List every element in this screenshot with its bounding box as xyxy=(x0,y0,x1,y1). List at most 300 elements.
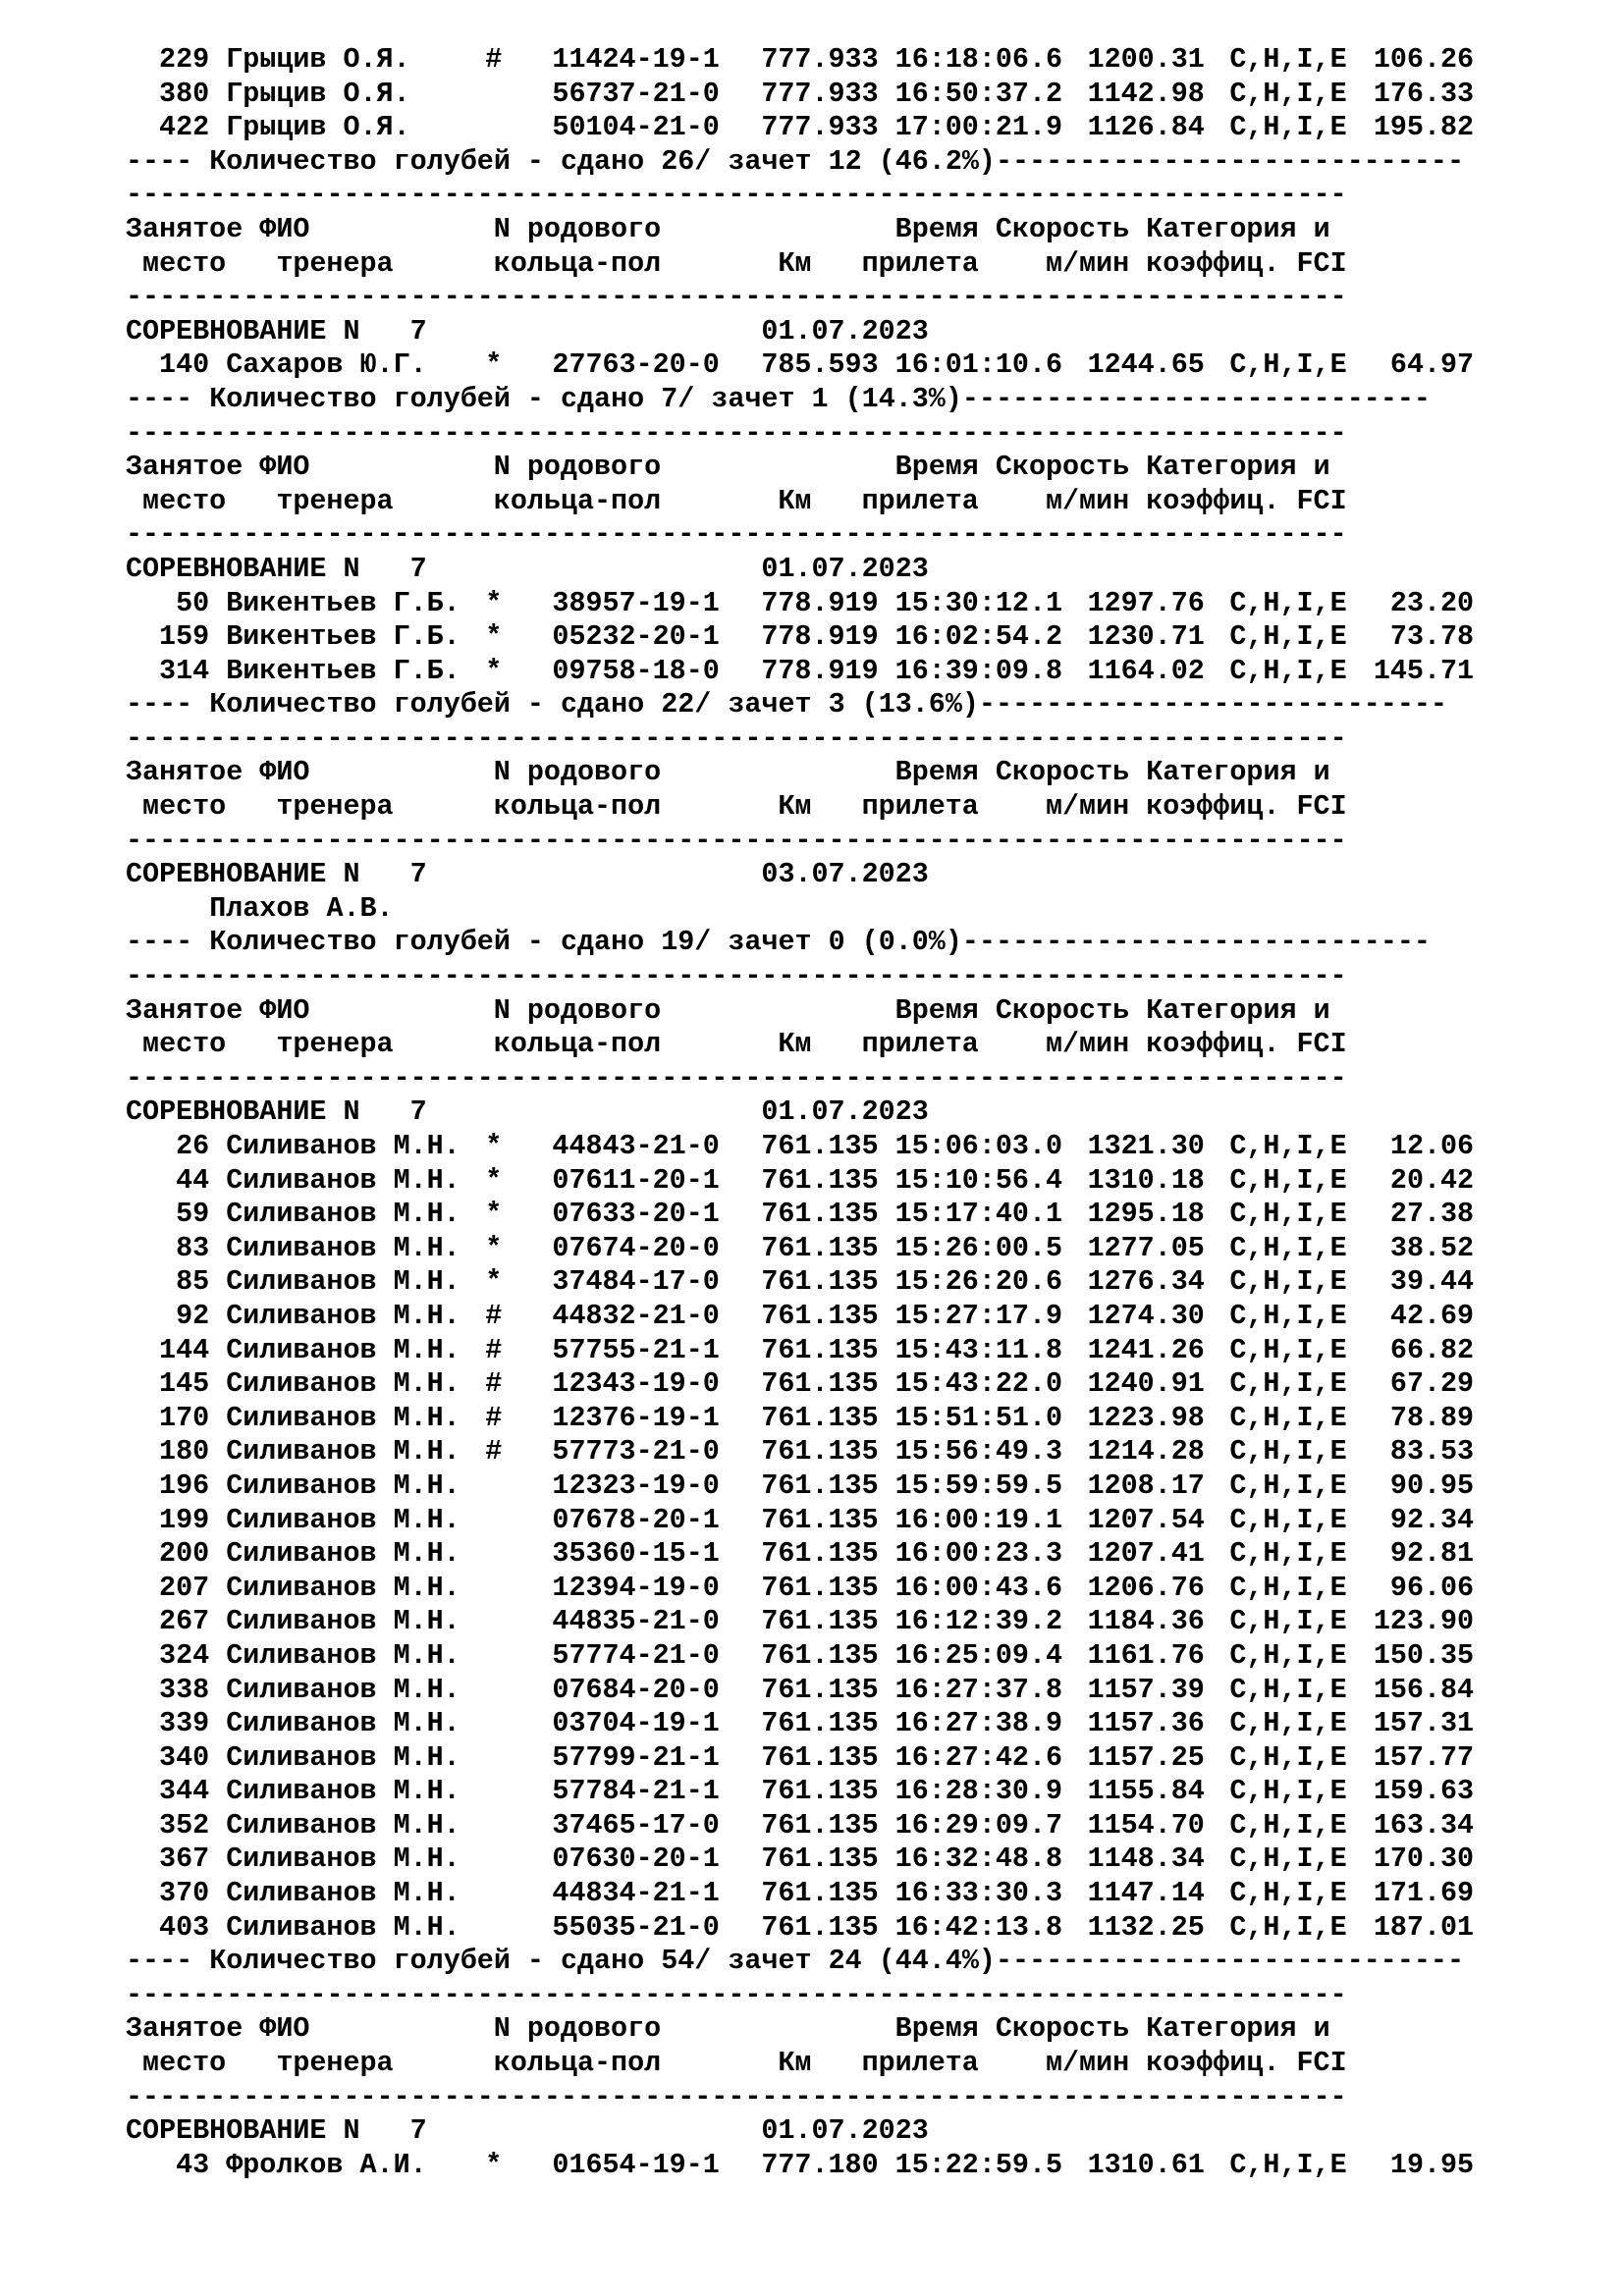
speed-value: 1126.84 xyxy=(1087,111,1205,144)
fci-coefficient: 92.81 xyxy=(1389,1537,1475,1571)
summary-text: Количество голубей - сдано 26/ зачет 12 (46.2%) xyxy=(209,144,996,178)
distance-km: 761.135 xyxy=(761,1198,879,1231)
category-mark: * xyxy=(485,1130,503,1162)
speed-value: 1277.05 xyxy=(1087,1231,1205,1264)
category-list: C,H,I,E xyxy=(1229,43,1347,76)
ring-number: 44835-21-0 xyxy=(552,1605,720,1638)
rule-dashes: ------------------------------------------------------------------------- xyxy=(126,824,1347,857)
rule-line xyxy=(126,1062,1598,1096)
trainer-name: Фролков А.И. xyxy=(226,2148,427,2181)
competition-title: СОРЕВНОВАНИЕ N 7 xyxy=(126,2114,427,2148)
rule-line xyxy=(126,825,1598,859)
results-document xyxy=(126,43,1598,2182)
category-list: C,H,I,E xyxy=(1229,1808,1347,1842)
header-place: Занятое xyxy=(126,212,244,245)
header-ring-sub: кольца-пол xyxy=(493,1028,662,1061)
header-ring-sub: кольца-пол xyxy=(493,484,662,517)
speed-value: 1184.36 xyxy=(1087,1605,1205,1638)
header-fio-sub: тренера xyxy=(276,246,394,280)
fci-coefficient: 73.78 xyxy=(1389,620,1475,654)
header-speed-sub: м/мин xyxy=(1045,246,1130,280)
category-mark: # xyxy=(485,1401,503,1434)
arrival-time: 15:17:40.1 xyxy=(894,1198,1063,1231)
arrival-time: 16:01:10.6 xyxy=(894,348,1063,382)
result-row xyxy=(126,1674,1598,1708)
header-fio-sub: тренера xyxy=(276,790,394,824)
table-header-row-2 xyxy=(126,2047,1598,2081)
ring-number: 35360-15-1 xyxy=(552,1537,720,1571)
result-row xyxy=(126,587,1598,621)
arrival-time: 15:26:00.5 xyxy=(894,1231,1063,1264)
speed-value: 1157.36 xyxy=(1087,1707,1205,1740)
header-place: Занятое xyxy=(126,756,244,789)
result-row xyxy=(126,1572,1598,1606)
header-category: Категория и xyxy=(1146,756,1330,789)
arrival-time: 15:27:17.9 xyxy=(894,1299,1063,1332)
fci-coefficient: 23.20 xyxy=(1389,586,1475,619)
place-cell: 367 xyxy=(159,1842,210,1876)
fci-coefficient: 20.42 xyxy=(1389,1163,1475,1197)
trainer-name: Силиванов М.Н. xyxy=(226,1740,460,1774)
header-place: Занятое xyxy=(126,993,244,1027)
result-row xyxy=(126,2149,1598,2183)
place-cell: 338 xyxy=(159,1673,210,1706)
header-speed-sub: м/мин xyxy=(1045,484,1130,517)
result-row xyxy=(126,111,1598,145)
ring-number: 07678-20-1 xyxy=(552,1503,720,1536)
place-cell: 92 xyxy=(176,1299,210,1332)
competition-title: СОРЕВНОВАНИЕ N 7 xyxy=(126,552,427,585)
arrival-time: 16:00:23.3 xyxy=(894,1537,1063,1571)
summary-prefix: ---- xyxy=(126,688,193,721)
table-header-row-1 xyxy=(126,451,1598,485)
trainer-name: Силиванов М.Н. xyxy=(226,1435,460,1468)
result-row xyxy=(126,620,1598,655)
header-time-sub: прилета xyxy=(861,1028,979,1061)
category-list: C,H,I,E xyxy=(1229,1435,1347,1468)
arrival-time: 16:39:09.8 xyxy=(894,654,1063,687)
ring-number: 37465-17-0 xyxy=(552,1808,720,1842)
header-fio: ФИО xyxy=(259,212,310,245)
speed-value: 1214.28 xyxy=(1087,1435,1205,1468)
distance-km: 761.135 xyxy=(761,1842,879,1876)
result-row xyxy=(126,1605,1598,1639)
summary-line xyxy=(126,1945,1598,1979)
result-row xyxy=(126,1130,1598,1164)
place-cell: 370 xyxy=(159,1877,210,1910)
trainer-name-only: Плахов А.В. xyxy=(209,891,394,925)
ring-number: 12376-19-1 xyxy=(552,1401,720,1434)
category-mark: * xyxy=(485,620,503,654)
distance-km: 761.135 xyxy=(761,1435,879,1468)
distance-km: 761.135 xyxy=(761,1231,879,1264)
trainer-name: Силиванов М.Н. xyxy=(226,1673,460,1706)
competition-date: 01.07.2023 xyxy=(761,314,929,347)
competition-date: 01.07.2023 xyxy=(761,552,929,585)
ring-number: 05232-20-1 xyxy=(552,620,720,654)
trainer-name: Силиванов М.Н. xyxy=(226,1401,460,1434)
arrival-time: 16:12:39.2 xyxy=(894,1605,1063,1638)
fci-coefficient: 171.69 xyxy=(1373,1877,1475,1910)
ring-number: 07611-20-1 xyxy=(552,1163,720,1197)
summary-line xyxy=(126,145,1598,180)
ring-number: 55035-21-0 xyxy=(552,1910,720,1944)
fci-coefficient: 157.77 xyxy=(1373,1740,1475,1774)
trainer-line-indent xyxy=(126,892,209,927)
ring-number: 57784-21-1 xyxy=(552,1775,720,1808)
summary-prefix: ---- xyxy=(126,926,193,959)
result-row xyxy=(126,1537,1598,1572)
place-cell: 144 xyxy=(159,1333,210,1366)
result-row xyxy=(126,1911,1598,1946)
category-list: C,H,I,E xyxy=(1229,1877,1347,1910)
table-header-row-1 xyxy=(126,2012,1598,2047)
header-time: Время xyxy=(894,756,979,789)
category-mark: * xyxy=(485,2148,503,2181)
trainer-name: Силиванов М.Н. xyxy=(226,1367,460,1401)
header-speed-sub: м/мин xyxy=(1045,1028,1130,1061)
header-category-sub xyxy=(1129,2047,1414,2081)
trainer-name: Силиванов М.Н. xyxy=(226,1707,460,1740)
header-time-sub: прилета xyxy=(861,2047,979,2080)
speed-value: 1161.76 xyxy=(1087,1638,1205,1672)
rule-line xyxy=(126,2081,1598,2115)
category-list: C,H,I,E xyxy=(1229,1198,1347,1231)
result-row xyxy=(126,1367,1598,1402)
category-list: C,H,I,E xyxy=(1229,1401,1347,1434)
fci-coefficient: 66.82 xyxy=(1389,1333,1475,1366)
place-cell: 140 xyxy=(159,348,210,382)
result-row xyxy=(126,1198,1598,1232)
category-list: C,H,I,E xyxy=(1229,586,1347,619)
place-cell: 207 xyxy=(159,1571,210,1604)
summary-fill: ---------------------------- xyxy=(978,688,1447,721)
trainer-name: Грыцив О.Я. xyxy=(226,43,410,76)
ring-number: 57755-21-1 xyxy=(552,1333,720,1366)
category-list: C,H,I,E xyxy=(1229,1265,1347,1299)
header-speed-sub: м/мин xyxy=(1045,790,1130,824)
header-place-sub: место xyxy=(142,2047,227,2080)
speed-value: 1155.84 xyxy=(1087,1775,1205,1808)
category-mark: # xyxy=(485,1367,503,1401)
header-fio-sub: тренера xyxy=(276,1028,394,1061)
distance-km: 761.135 xyxy=(761,1877,879,1910)
place-cell: 43 xyxy=(176,2148,210,2181)
header-ring-sub: кольца-пол xyxy=(493,2047,662,2080)
header-speed: Скорость xyxy=(995,451,1130,484)
table-header-row-2 xyxy=(126,485,1598,519)
trainer-name: Силиванов М.Н. xyxy=(226,1130,460,1162)
arrival-time: 15:06:03.0 xyxy=(894,1130,1063,1162)
speed-value: 1297.76 xyxy=(1087,586,1205,619)
fci-coefficient: 123.90 xyxy=(1373,1605,1475,1638)
trainer-name: Силиванов М.Н. xyxy=(226,1299,460,1332)
category-mark: # xyxy=(485,1333,503,1366)
ring-number: 44834-21-1 xyxy=(552,1877,720,1910)
header-coef-label: коэфф xyxy=(1146,1028,1230,1061)
arrival-time: 16:32:48.8 xyxy=(894,1842,1063,1876)
arrival-time: 16:33:30.3 xyxy=(894,1877,1063,1910)
competition-line xyxy=(126,2114,1598,2149)
arrival-time: 16:42:13.8 xyxy=(894,1910,1063,1944)
summary-fill: ---------------------------- xyxy=(961,382,1431,415)
table-header-row-1 xyxy=(126,756,1598,790)
trainer-name: Силиванов М.Н. xyxy=(226,1333,460,1366)
arrival-time: 16:27:38.9 xyxy=(894,1707,1063,1740)
header-coef-label: коэфф xyxy=(1146,790,1230,824)
fci-coefficient: 83.53 xyxy=(1389,1435,1475,1468)
place-cell: 159 xyxy=(159,620,210,654)
header-speed: Скорость xyxy=(995,2012,1130,2046)
summary-prefix: ---- xyxy=(126,382,193,415)
table-header-row-1 xyxy=(126,213,1598,247)
distance-km: 785.593 xyxy=(761,348,879,382)
header-speed: Скорость xyxy=(995,993,1130,1027)
place-cell: 200 xyxy=(159,1537,210,1571)
rule-line xyxy=(126,1979,1598,2013)
rule-dashes: ------------------------------------------------------------------------- xyxy=(126,1978,1347,2011)
arrival-time: 15:43:22.0 xyxy=(894,1367,1063,1401)
result-row xyxy=(126,1334,1598,1368)
fci-coefficient: 157.31 xyxy=(1373,1707,1475,1740)
result-row xyxy=(126,1504,1598,1538)
ring-number: 27763-20-0 xyxy=(552,348,720,382)
result-row xyxy=(126,1164,1598,1199)
speed-value: 1207.41 xyxy=(1087,1537,1205,1571)
category-list: C,H,I,E xyxy=(1229,1468,1347,1502)
category-list: C,H,I,E xyxy=(1229,1571,1347,1604)
result-row xyxy=(126,1877,1598,1911)
place-cell: 344 xyxy=(159,1775,210,1808)
distance-km: 778.919 xyxy=(761,586,879,619)
header-km: Км xyxy=(778,2047,812,2080)
summary-fill: ---------------------------- xyxy=(995,144,1464,178)
result-row xyxy=(126,655,1598,689)
summary-text: Количество голубей - сдано 22/ зачет 3 (13.6%) xyxy=(209,688,979,721)
category-list: C,H,I,E xyxy=(1229,1605,1347,1638)
place-cell: 340 xyxy=(159,1740,210,1774)
place-cell: 170 xyxy=(159,1401,210,1434)
rule-dashes: ------------------------------------------------------------------------- xyxy=(126,416,1347,450)
trainer-name: Силиванов М.Н. xyxy=(226,1808,460,1842)
distance-km: 761.135 xyxy=(761,1299,879,1332)
header-category: Категория и xyxy=(1146,451,1330,484)
trainer-name: Силиванов М.Н. xyxy=(226,1163,460,1197)
header-place-sub: место xyxy=(142,1028,227,1061)
category-list: C,H,I,E xyxy=(1229,1842,1347,1876)
result-row xyxy=(126,1809,1598,1843)
result-row xyxy=(126,43,1598,78)
trainer-name: Силиванов М.Н. xyxy=(226,1910,460,1944)
rule-line xyxy=(126,179,1598,213)
place-cell: 267 xyxy=(159,1605,210,1638)
category-list: C,H,I,E xyxy=(1229,1775,1347,1808)
category-mark: * xyxy=(485,586,503,619)
speed-value: 1147.14 xyxy=(1087,1877,1205,1910)
header-category-sub xyxy=(1129,1028,1414,1062)
fci-coefficient: 27.38 xyxy=(1389,1198,1475,1231)
category-list: C,H,I,E xyxy=(1229,1333,1347,1366)
speed-value: 1200.31 xyxy=(1087,43,1205,76)
summary-prefix: ---- xyxy=(126,144,193,178)
fci-coefficient: 39.44 xyxy=(1389,1265,1475,1299)
speed-value: 1310.61 xyxy=(1087,2148,1205,2181)
category-list: C,H,I,E xyxy=(1229,1231,1347,1264)
distance-km: 761.135 xyxy=(761,1163,879,1197)
ring-number: 03704-19-1 xyxy=(552,1707,720,1740)
place-cell: 196 xyxy=(159,1468,210,1502)
speed-value: 1164.02 xyxy=(1087,654,1205,687)
fci-coefficient: 106.26 xyxy=(1373,43,1475,76)
distance-km: 761.135 xyxy=(761,1468,879,1502)
ring-number: 12323-19-0 xyxy=(552,1468,720,1502)
header-ring-sub: кольца-пол xyxy=(493,246,662,280)
summary-line xyxy=(126,383,1598,417)
trainer-name: Викентьев Г.Б. xyxy=(226,620,460,654)
ring-number: 09758-18-0 xyxy=(552,654,720,687)
table-header-row-2 xyxy=(126,247,1598,282)
result-row xyxy=(126,78,1598,112)
header-km: Км xyxy=(778,1028,812,1061)
rule-dashes: ------------------------------------------------------------------------- xyxy=(126,179,1347,212)
category-list: C,H,I,E xyxy=(1229,1367,1347,1401)
distance-km: 761.135 xyxy=(761,1910,879,1944)
competition-line xyxy=(126,858,1598,892)
table-header-row-2 xyxy=(126,790,1598,825)
summary-text: Количество голубей - сдано 19/ зачет 0 (0.0%) xyxy=(209,926,962,959)
speed-value: 1240.91 xyxy=(1087,1367,1205,1401)
ring-number: 01654-19-1 xyxy=(552,2148,720,2181)
arrival-time: 15:10:56.4 xyxy=(894,1163,1063,1197)
place-cell: 44 xyxy=(176,1163,210,1197)
category-list: C,H,I,E xyxy=(1229,348,1347,382)
result-row xyxy=(126,1402,1598,1436)
speed-value: 1157.39 xyxy=(1087,1673,1205,1706)
speed-value: 1142.98 xyxy=(1087,77,1205,110)
ring-number: 07630-20-1 xyxy=(552,1842,720,1876)
distance-km: 761.135 xyxy=(761,1775,879,1808)
rule-line xyxy=(126,722,1598,757)
arrival-time: 16:02:54.2 xyxy=(894,620,1063,654)
speed-value: 1206.76 xyxy=(1087,1571,1205,1604)
header-fio: ФИО xyxy=(259,993,310,1027)
speed-value: 1244.65 xyxy=(1087,348,1205,382)
place-cell: 422 xyxy=(159,111,210,144)
fci-coefficient: 156.84 xyxy=(1373,1673,1475,1706)
header-place-sub: место xyxy=(142,790,227,824)
ring-number: 50104-21-0 xyxy=(552,111,720,144)
fci-coefficient: 42.69 xyxy=(1389,1299,1475,1332)
speed-value: 1276.34 xyxy=(1087,1265,1205,1299)
category-mark: * xyxy=(485,1198,503,1231)
arrival-time: 16:25:09.4 xyxy=(894,1638,1063,1672)
speed-value: 1207.54 xyxy=(1087,1503,1205,1536)
summary-text: Количество голубей - сдано 7/ зачет 1 (14.3%) xyxy=(209,382,962,415)
header-time: Время xyxy=(894,212,979,245)
rule-dashes: ------------------------------------------------------------------------- xyxy=(126,281,1347,314)
ring-number: 38957-19-1 xyxy=(552,586,720,619)
header-km: Км xyxy=(778,246,812,280)
result-row xyxy=(126,1232,1598,1266)
category-mark: * xyxy=(485,348,503,382)
category-list: C,H,I,E xyxy=(1229,1910,1347,1944)
distance-km: 777.933 xyxy=(761,43,879,76)
category-list: C,H,I,E xyxy=(1229,1673,1347,1706)
arrival-time: 15:22:59.5 xyxy=(894,2148,1063,2181)
header-time-sub: прилета xyxy=(861,484,979,517)
fci-coefficient: 38.52 xyxy=(1389,1231,1475,1264)
trainer-name: Силиванов М.Н. xyxy=(226,1198,460,1231)
trainer-line xyxy=(126,892,1598,927)
trainer-name: Викентьев Г.Б. xyxy=(226,654,460,687)
speed-value: 1157.25 xyxy=(1087,1740,1205,1774)
place-cell: 50 xyxy=(176,586,210,619)
header-ring: N родового xyxy=(493,451,662,484)
speed-value: 1274.30 xyxy=(1087,1299,1205,1332)
ring-number: 12343-19-0 xyxy=(552,1367,720,1401)
header-category: Категория и xyxy=(1146,212,1330,245)
header-fci-label: иц. FCI xyxy=(1229,1028,1347,1061)
header-speed: Скорость xyxy=(995,756,1130,789)
category-mark: * xyxy=(485,1231,503,1264)
header-time-sub: прилета xyxy=(861,246,979,280)
summary-line xyxy=(126,926,1598,960)
summary-prefix: ---- xyxy=(126,1945,193,1978)
ring-number: 57773-21-0 xyxy=(552,1435,720,1468)
place-cell: 59 xyxy=(176,1198,210,1231)
distance-km: 761.135 xyxy=(761,1537,879,1571)
speed-value: 1208.17 xyxy=(1087,1468,1205,1502)
arrival-time: 15:56:49.3 xyxy=(894,1435,1063,1468)
fci-coefficient: 150.35 xyxy=(1373,1638,1475,1672)
arrival-time: 16:00:43.6 xyxy=(894,1571,1063,1604)
arrival-time: 15:30:12.1 xyxy=(894,586,1063,619)
competition-title: СОРЕВНОВАНИЕ N 7 xyxy=(126,1095,427,1129)
trainer-name: Викентьев Г.Б. xyxy=(226,586,460,619)
ring-number: 44832-21-0 xyxy=(552,1299,720,1332)
distance-km: 761.135 xyxy=(761,1808,879,1842)
header-speed-sub: м/мин xyxy=(1045,2047,1130,2080)
header-place-sub: место xyxy=(142,246,227,280)
ring-number: 37484-17-0 xyxy=(552,1265,720,1299)
rule-dashes: ------------------------------------------------------------------------- xyxy=(126,721,1347,755)
category-list: C,H,I,E xyxy=(1229,111,1347,144)
distance-km: 777.933 xyxy=(761,111,879,144)
header-category: Категория и xyxy=(1146,2012,1330,2046)
fci-coefficient: 19.95 xyxy=(1389,2148,1475,2181)
rule-dashes: ------------------------------------------------------------------------- xyxy=(126,518,1347,552)
competition-line xyxy=(126,1095,1598,1130)
category-list: C,H,I,E xyxy=(1229,620,1347,654)
header-time: Время xyxy=(894,993,979,1027)
ring-number: 11424-19-1 xyxy=(552,43,720,76)
rule-line xyxy=(126,281,1598,315)
rule-dashes: ------------------------------------------------------------------------- xyxy=(126,2080,1347,2113)
competition-date: 01.07.2023 xyxy=(761,2114,929,2148)
distance-km: 761.135 xyxy=(761,1401,879,1434)
fci-coefficient: 170.30 xyxy=(1373,1842,1475,1876)
header-coef-label: коэфф xyxy=(1146,2047,1230,2080)
category-list: C,H,I,E xyxy=(1229,1537,1347,1571)
summary-fill: ---------------------------- xyxy=(961,926,1431,959)
header-time-sub: прилета xyxy=(861,790,979,824)
place-cell: 352 xyxy=(159,1808,210,1842)
table-header-row-2 xyxy=(126,1028,1598,1062)
result-row xyxy=(126,1300,1598,1334)
distance-km: 761.135 xyxy=(761,1740,879,1774)
trainer-name: Силиванов М.Н. xyxy=(226,1877,460,1910)
trainer-name: Силиванов М.Н. xyxy=(226,1503,460,1536)
